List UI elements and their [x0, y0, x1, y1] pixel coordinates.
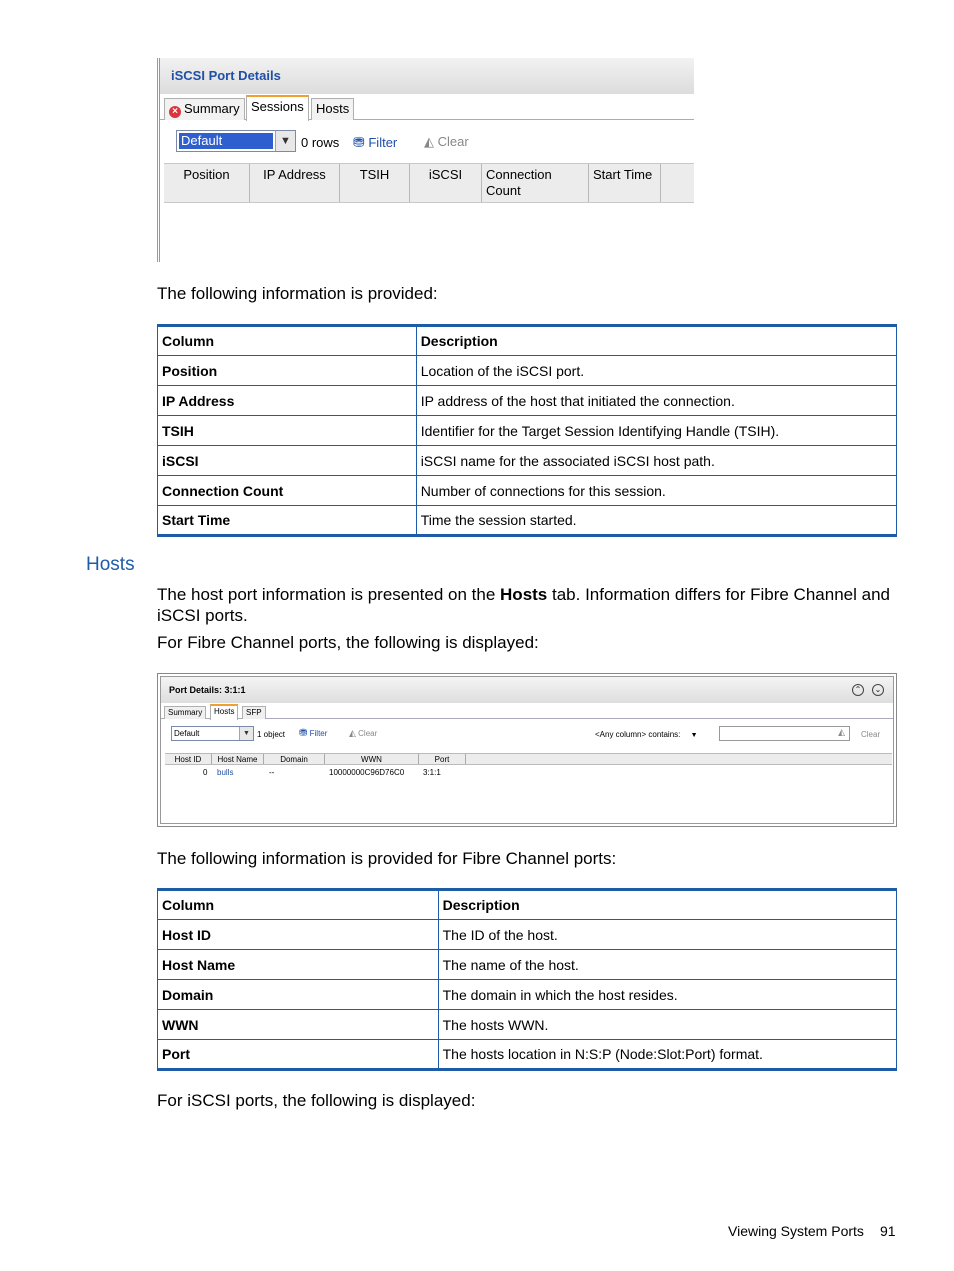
column-header-tsih[interactable]: TSIH — [340, 164, 410, 202]
search-input[interactable] — [719, 726, 850, 741]
row-term: Position — [158, 356, 417, 386]
table-row — [158, 386, 897, 416]
eraser-icon: ◭ — [838, 727, 845, 737]
clear-label: Clear — [358, 729, 378, 738]
row-description: Location of the iSCSI port. — [416, 356, 896, 386]
row-term: IP Address — [158, 386, 417, 416]
tab-strip — [161, 703, 893, 719]
row-description: The hosts WWN. — [438, 1010, 896, 1040]
filter-label: Filter — [309, 729, 328, 738]
eraser-icon: ◭ — [349, 728, 356, 738]
row-description: iSCSI name for the associated iSCSI host path. — [416, 446, 896, 476]
row-description: The name of the host. — [438, 950, 896, 980]
clear-button[interactable] — [349, 728, 377, 739]
eraser-icon: ◭ — [424, 134, 434, 149]
row-term: TSIH — [158, 416, 417, 446]
collapse-up-icon[interactable]: ⌃ — [852, 684, 864, 696]
table-row — [158, 1040, 897, 1070]
column-header-ip-address[interactable]: IP Address — [250, 164, 340, 202]
clear-search-button[interactable]: Clear — [861, 730, 881, 739]
hosts-paragraph-part-1: The host port information is presented on the — [157, 585, 501, 604]
panel-title: iSCSI Port Details — [171, 68, 281, 83]
chevron-down-icon[interactable]: ▼ — [275, 131, 295, 151]
filter-select-value: Default — [174, 729, 200, 738]
column-header-domain[interactable]: Domain — [264, 754, 325, 764]
table-row — [158, 416, 897, 446]
table-header-row — [158, 890, 897, 920]
row-description: The ID of the host. — [438, 920, 896, 950]
filter-select-value: Default — [179, 133, 273, 149]
intro-text-1: The following information is provided: — [157, 284, 438, 303]
table-row — [158, 920, 897, 950]
row-term: Start Time — [158, 506, 417, 536]
column-filter-label: <Any column> contains: — [595, 730, 681, 739]
row-description: Identifier for the Target Session Identifying Handle (TSIH). — [416, 416, 896, 446]
table-row — [158, 356, 897, 386]
grid-body — [164, 204, 694, 262]
column-header-host-name[interactable]: Host Name — [212, 754, 264, 764]
filter-label: Filter — [368, 135, 398, 150]
table-row — [158, 950, 897, 980]
row-description: IP address of the host that initiated the connection. — [416, 386, 896, 416]
tab-strip — [160, 94, 694, 120]
cell-domain: -- — [269, 768, 275, 777]
table-row — [158, 1010, 897, 1040]
clear-button[interactable] — [424, 134, 469, 150]
clear-label: Clear — [437, 134, 469, 149]
fc-port-details-screenshot — [157, 673, 897, 827]
header-description: Description — [416, 326, 896, 356]
hosts-paragraph-bold: Hosts — [500, 585, 548, 604]
table-row — [158, 980, 897, 1010]
tab-sessions[interactable] — [246, 95, 309, 121]
row-term: Connection Count — [158, 476, 417, 506]
tab-sfp[interactable]: SFP — [242, 706, 266, 719]
panel-title: Port Details: 3:1:1 — [169, 685, 246, 695]
header-column: Column — [158, 326, 417, 356]
row-term: Domain — [158, 980, 439, 1010]
column-header-iscsi[interactable]: iSCSI — [410, 164, 482, 202]
toolbar — [160, 121, 694, 161]
table-row — [158, 476, 897, 506]
row-description: The domain in which the host resides. — [438, 980, 896, 1010]
column-header-host-id[interactable]: Host ID — [165, 754, 212, 764]
cell-wwn: 10000000C96D76C0 — [329, 768, 405, 777]
row-term: WWN — [158, 1010, 439, 1040]
hosts-paragraph — [157, 584, 897, 626]
cell-port: 3:1:1 — [423, 768, 441, 777]
panel-titlebar — [160, 58, 694, 94]
filter-select[interactable] — [171, 726, 254, 741]
tab-summary-label: Summary — [184, 101, 240, 116]
column-filter-select[interactable] — [595, 730, 698, 739]
row-term: Host ID — [158, 920, 439, 950]
filter-icon: ⛃ — [353, 134, 365, 150]
row-term: iSCSI — [158, 446, 417, 476]
error-icon: × — [169, 106, 181, 118]
row-count: 0 rows — [301, 135, 340, 150]
tab-hosts-label: Hosts — [316, 101, 350, 116]
iscsi-port-details-screenshot — [157, 58, 694, 262]
footer-page-number: 91 — [880, 1223, 896, 1239]
fc-hosts-table — [157, 888, 897, 1071]
iscsi-sessions-table — [157, 324, 897, 537]
intro-text-2: The following information is provided for Fibre Channel ports: — [157, 849, 617, 868]
chevron-down-icon: ▼ — [690, 732, 698, 739]
column-header-wwn[interactable]: WWN — [325, 754, 419, 764]
filter-button[interactable] — [353, 134, 397, 151]
filter-select[interactable] — [176, 130, 296, 152]
row-description: The hosts location in N:S:P (Node:Slot:Port) format. — [438, 1040, 896, 1070]
fc-intro-text: For Fibre Channel ports, the following is displayed: — [157, 633, 539, 652]
column-header-connection-count[interactable]: Connection Count — [482, 164, 589, 202]
tab-hosts[interactable] — [311, 98, 354, 120]
cell-host-name-link[interactable]: bulls — [217, 768, 234, 777]
column-header-port[interactable]: Port — [419, 754, 466, 764]
object-count: 1 object — [257, 730, 286, 739]
tab-sessions-label: Sessions — [251, 99, 304, 114]
row-term: Port — [158, 1040, 439, 1070]
table-row — [158, 446, 897, 476]
table-header-row — [158, 326, 897, 356]
column-header-position[interactable]: Position — [164, 164, 250, 202]
grid-header — [164, 163, 694, 203]
row-description: Number of connections for this session. — [416, 476, 896, 506]
filter-icon: ⛃ — [299, 728, 308, 739]
tab-summary[interactable]: Summary — [164, 706, 206, 719]
table-row — [158, 506, 897, 536]
grid-header — [165, 753, 892, 765]
chevron-down-icon[interactable]: ▼ — [239, 727, 253, 740]
panel-titlebar — [161, 677, 893, 703]
filter-button[interactable] — [299, 728, 327, 739]
hosts-paragraph-part-2: tab. Information differs for Fibre Channel and iSCSI ports. — [157, 585, 890, 625]
expand-down-icon[interactable]: ⌄ — [872, 684, 884, 696]
row-description: Time the session started. — [416, 506, 896, 536]
tab-summary[interactable] — [164, 98, 245, 120]
cell-host-id: 0 — [203, 768, 208, 777]
header-description: Description — [438, 890, 896, 920]
tab-hosts[interactable]: Hosts — [210, 704, 238, 720]
row-term: Host Name — [158, 950, 439, 980]
header-column: Column — [158, 890, 439, 920]
column-header-start-time[interactable]: Start Time — [589, 164, 661, 202]
footer-section-title: Viewing System Ports — [728, 1223, 864, 1239]
iscsi-intro-text: For iSCSI ports, the following is displayed: — [157, 1091, 476, 1110]
panel-frame — [160, 676, 894, 824]
section-heading-hosts: Hosts — [86, 554, 135, 575]
